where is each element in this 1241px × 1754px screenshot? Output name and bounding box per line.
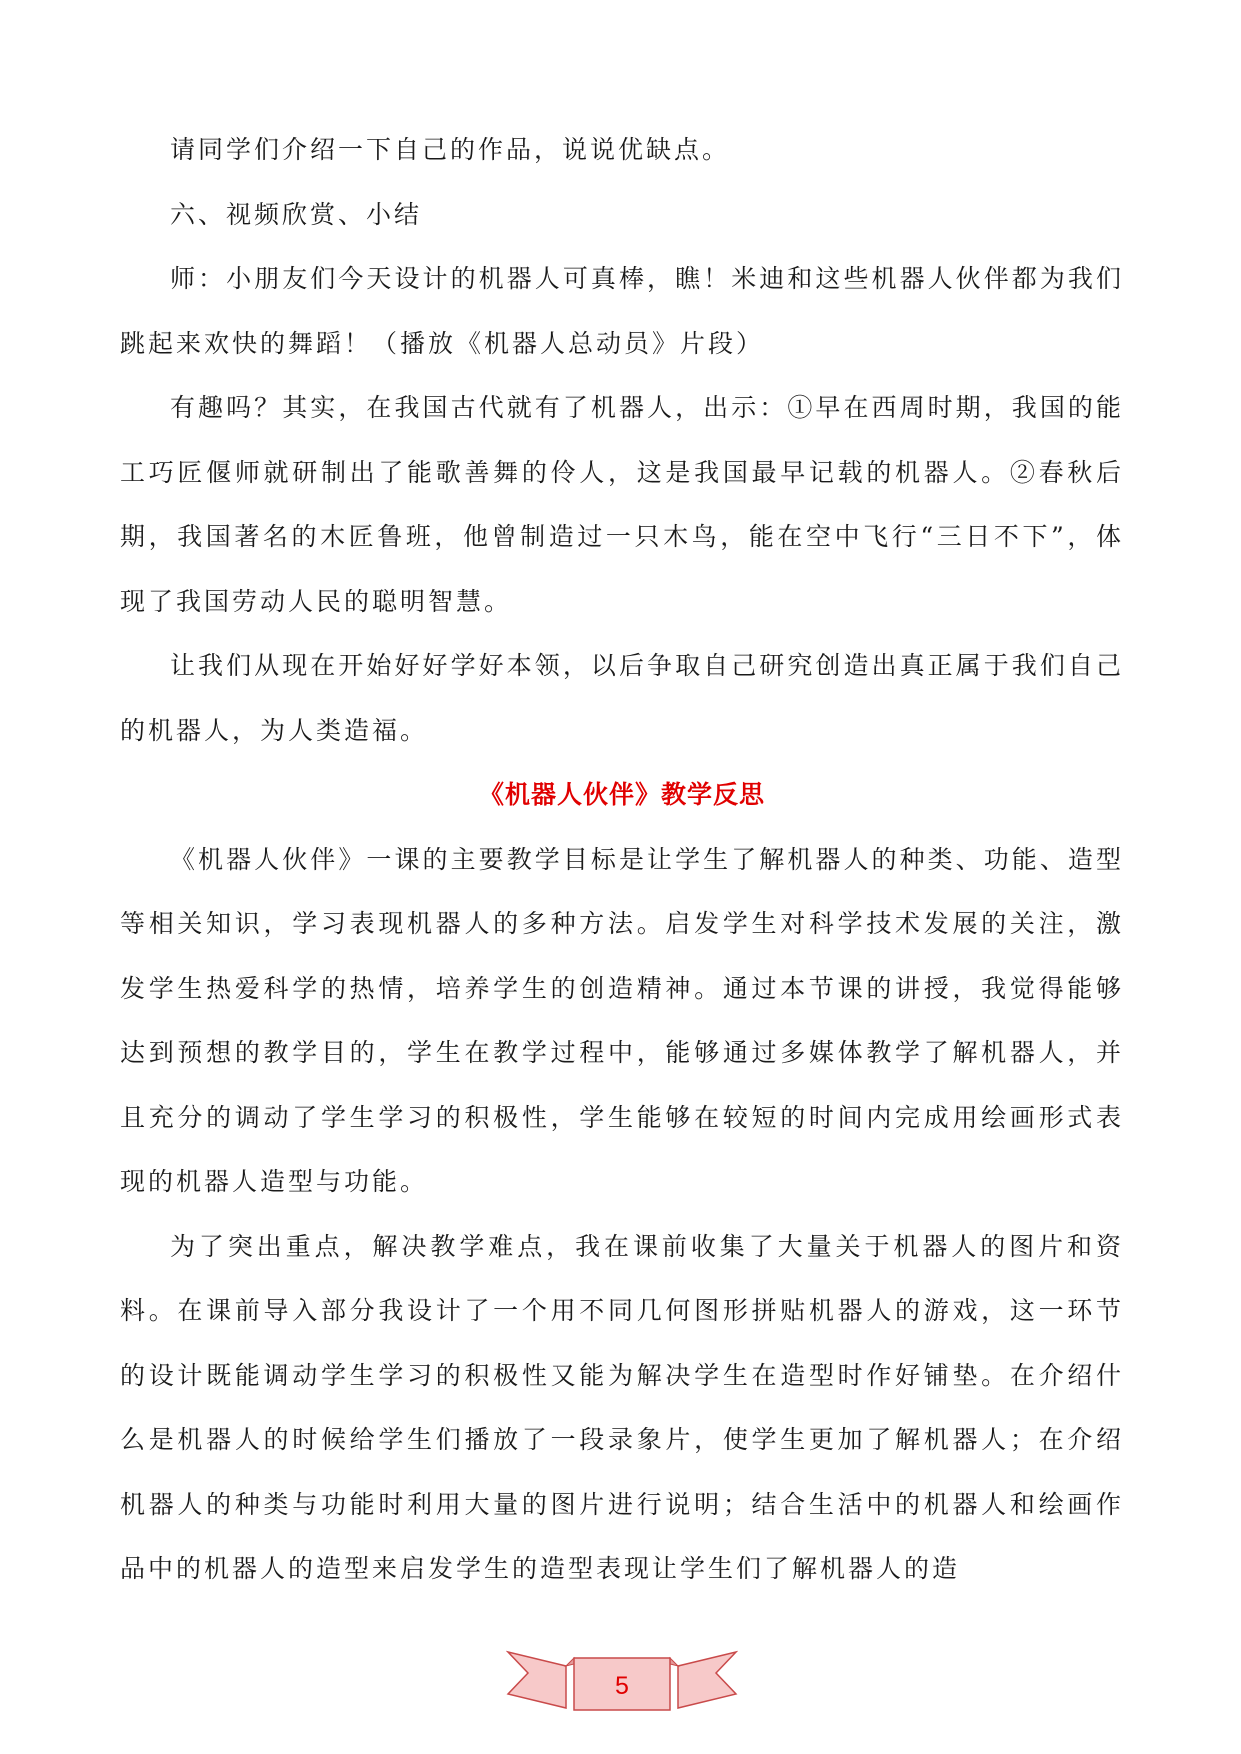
paragraph-reflection-goals: 《机器人伙伴》一课的主要教学目标是让学生了解机器人的种类、功能、造型等相关知识，学习表现机器人的多种方法。启发学生对科学技术发展的关注，激发学生热爱科学的热情，培养学生的创造精神。通过本节课的讲授，我觉得能够达到预想的教学目的，学生在教学过程中，能够通过多媒体教学了解机器人，并且充分的调动了学生学习的积极性，学生能够在较短的时间内完成用绘画形式表现的机器人造型与功能。 [120,844,1124,1196]
section-title: 《机器人伙伴》教学反思 [478,780,765,809]
page-number: 5 [615,1672,629,1700]
paragraph-section-six: 六、视频欣赏、小结 [170,199,423,229]
document-page [120,118,1124,1602]
paragraph-conclusion: 让我们从现在开始好好学好本领，以后争取自己研究创造出真正属于我们自己的机器人，为人类造福。 [120,651,1124,745]
paragraph-ancient-robots: 有趣吗？其实，在我国古代就有了机器人，出示：①早在西周时期，我国的能工巧匠偃师就研制出了能歌善舞的伶人，这是我国最早记载的机器人。②春秋后期，我国著名的木匠鲁班，他曾制造过一只木鸟，能在空中飞行“三日不下”，体现了我国劳动人民的聪明智慧。 [120,393,1124,616]
page-number-ribbon [506,1628,738,1718]
paragraph-reflection-methods: 为了突出重点，解决教学难点，我在课前收集了大量关于机器人的图片和资料。在课前导入部分我设计了一个用不同几何图形拼贴机器人的游戏，这一环节的设计既能调动学生学习的积极性又能为解决学生在造型时作好铺垫。在介绍什么是机器人的时候给学生们播放了一段录象片，使学生更加了解机器人；在介绍机器人的种类与功能时利用大量的图片进行说明；结合生活中的机器人和绘画作品中的机器人的造型来启发学生的造型表现让学生们了解机器人的造 [120,1231,1124,1583]
paragraph-teacher-remark: 师：小朋友们今天设计的机器人可真棒，瞧！米迪和这些机器人伙伴都为我们跳起来欢快的舞蹈！（播放《机器人总动员》片段） [120,264,1124,358]
paragraph-intro-works: 请同学们介绍一下自己的作品，说说优缺点。 [170,135,731,164]
